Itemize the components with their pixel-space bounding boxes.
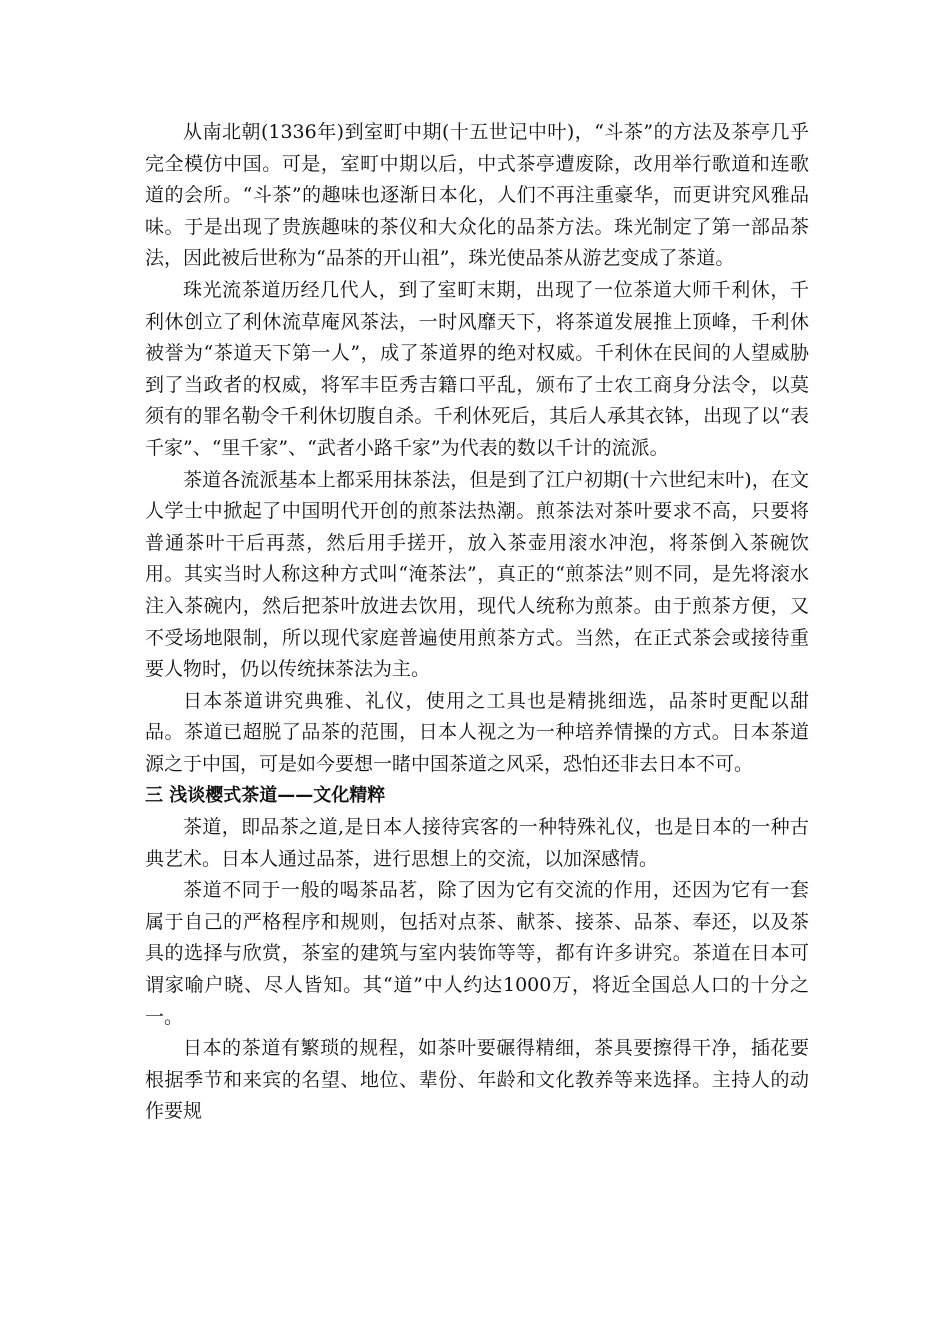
section-heading: 三 浅谈樱式茶道——文化精粹 [145, 785, 386, 807]
paragraph-tea-ceremony-procedures: 日本的茶道有繁琐的规程，如茶叶要碾得精细，茶具要擦得干净，插花要根据季节和来宾的名望、地位、辈份、年龄和文化教养等来选择。主持人的动作要规 [145, 1037, 809, 1123]
document-body [145, 117, 809, 1128]
paragraph-sen-no-rikyu: 珠光流茶道历经几代人，到了室町末期，出现了一位茶道大师千利休，千利休创立了利休流草庵风茶法，一时风靡天下，将茶道发展推上顶峰，千利休被誉为“茶道天下第一人”，成了茶道界的绝对权威。千利休在民间的人望威胁到了当政者的权威，将军丰臣秀吉籍口平乱，颁布了士农工商身分法令，以莫须有的罪名勒令千利休切腹自杀。千利休死后，其后人承其衣钵，出现了以“表千家”、“里千家”、“武者小路千家”为代表的数以千计的流派。 [145, 278, 809, 459]
paragraph-tea-ceremony-rules: 茶道不同于一般的喝茶品茗，除了因为它有交流的作用，还因为它有一套属于自己的严格程序和规则，包括对点茶、献茶、接茶、品茶、奉还，以及茶具的选择与欣赏，茶室的建筑与室内装饰等等，都有许多讲究。茶道在日本可谓家喻户晓、尽人皆知。其“道”中人约达1000万，将近全国总人口的十分之一。 [145, 879, 809, 1028]
paragraph-sencha-method: 茶道各流派基本上都采用抹茶法，但是到了江户初期(十六世纪末叶)，在文人学士中掀起了中国明代开创的煎茶法热潮。煎茶法对茶叶要求不高，只要将普通茶叶干后再蒸，然后用手搓开，放入茶壶用滚水冲泡，将茶倒入茶碗饮用。其实当时人称这种方式叫“淹茶法”，真正的“煎茶法”则不同，是先将滚水注入茶碗内，然后把茶叶放进去饮用，现代人统称为煎茶。由于煎茶方便，又不受场地限制，所以现代家庭普遍使用煎茶方式。当然，在正式茶会或接待重要人物时，仍以传统抹茶法为主。 [145, 468, 809, 681]
paragraph-tea-ceremony-definition: 茶道，即品茶之道,是日本人接待宾客的一种特殊礼仪，也是日本的一种古典艺术。日本人通过品茶，进行思想上的交流，以加深感情。 [145, 816, 809, 870]
paragraph-song-tea-history: 从南北朝(1336年)到室町中期(十五世记中叶)，“斗茶”的方法及茶亭几乎完全模仿中国。可是，室町中期以后，中式茶亭遭废除，改用举行歌道和连歌道的会所。“斗茶”的趣味也逐渐日本化，人们不再注重豪华，而更讲究风雅品味。于是出现了贵族趣味的茶仪和大众化的品茶方法。珠光制定了第一部品茶法，因此被后世称为“品茶的开山祖”，珠光使品茶从游艺变成了茶道。 [145, 121, 809, 270]
paragraph-tea-etiquette: 日本茶道讲究典雅、礼仪，使用之工具也是精挑细选，品茶时更配以甜品。茶道已超脱了品茶的范围，日本人视之为一种培养情操的方式。日本茶道源之于中国，可是如今要想一睹中国茶道之风采，恐怕还非去日本不可。 [145, 689, 809, 775]
